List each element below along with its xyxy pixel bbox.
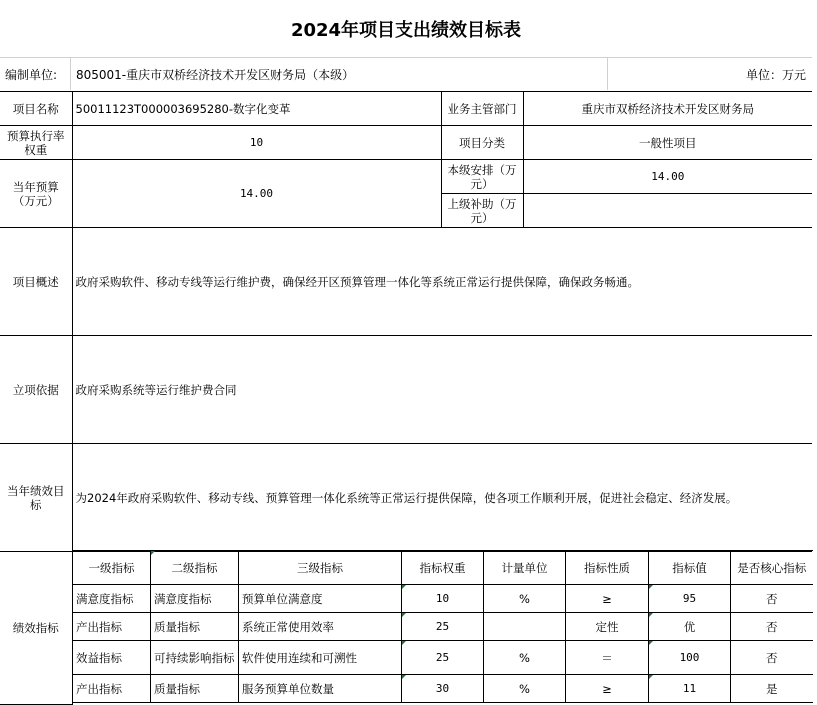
upper-value: [523, 194, 812, 228]
row3-weight: 25: [402, 641, 484, 675]
row3-core: 否: [731, 641, 813, 675]
row2-unit: [484, 613, 566, 641]
row4-level3: 服务预算单位数量: [239, 675, 402, 703]
category-label: 项目分类: [441, 126, 523, 160]
goal-label: 当年绩效目标: [0, 444, 72, 552]
overview-label: 项目概述: [0, 228, 72, 336]
table-row: [73, 641, 813, 675]
table-row: [73, 585, 813, 613]
overview-value: 政府采购软件、移动专线等运行维护费，确保经开区预算管理一体化等系统正常运行提供保障，确保政务畅通。: [72, 228, 812, 336]
goal-value: 为2024年政府采购软件、移动专线、预算管理一体化系统等正常运行提供保障，使各项工作顺利开展，促进社会稳定、经济发展。: [72, 444, 812, 552]
local-value: 14.00: [523, 160, 812, 194]
unit-value: 805001-重庆市双桥经济技术开发区财务局（本级）: [76, 68, 355, 82]
header-nature: 指标性质: [566, 551, 649, 585]
budget-value: 14.00: [72, 160, 441, 228]
row1-level3: 预算单位满意度: [239, 585, 402, 613]
sheet-title: 2024年项目支出绩效目标表: [0, 0, 812, 58]
row1-value: 95: [649, 585, 731, 613]
row1-level1: 满意度指标: [73, 585, 151, 613]
row3-level2: 可持续影响指标: [151, 641, 239, 675]
table-row: [73, 675, 813, 703]
local-label: 本级安排（万元）: [441, 160, 523, 194]
header-level2: 二级指标: [151, 551, 239, 585]
row3-nature: ＝: [566, 641, 649, 675]
budget-label: 当年预算（万元）: [0, 160, 72, 228]
row2-value: 优: [649, 613, 731, 641]
row3-level3: 软件使用连续和可溯性: [239, 641, 402, 675]
row2-nature: 定性: [566, 613, 649, 641]
table-row: [73, 613, 813, 641]
header-level3: 三级指标: [239, 551, 402, 585]
row1-core: 否: [731, 585, 813, 613]
category-value: 一般性项目: [523, 126, 812, 160]
upper-label: 上级补助（万元）: [441, 194, 523, 228]
indicator-header-row: [73, 551, 813, 585]
row4-weight: 30: [402, 675, 484, 703]
unit-row: [0, 57, 812, 90]
row2-core: 否: [731, 613, 813, 641]
row1-unit: %: [484, 585, 566, 613]
row2-level1: 产出指标: [73, 613, 151, 641]
header-weight: 指标权重: [402, 551, 484, 585]
header-level1: 一级指标: [73, 551, 151, 585]
row4-unit: %: [484, 675, 566, 703]
row4-nature: ≥: [566, 675, 649, 703]
row1-weight: 10: [402, 585, 484, 613]
row4-core: 是: [731, 675, 813, 703]
unit-label: 编制单位:: [5, 68, 58, 82]
row3-value: 100: [649, 641, 731, 675]
dept-label: 业务主管部门: [441, 92, 523, 126]
weight-value: 10: [72, 126, 441, 160]
weight-label: 预算执行率权重: [0, 126, 72, 160]
row1-nature: ≥: [566, 585, 649, 613]
basis-label: 立项依据: [0, 336, 72, 444]
row4-value: 11: [649, 675, 731, 703]
row1-level2: 满意度指标: [151, 585, 239, 613]
row2-level2: 质量指标: [151, 613, 239, 641]
header-unit: 计量单位: [484, 551, 566, 585]
indicator-table: [72, 550, 813, 703]
row4-level1: 产出指标: [73, 675, 151, 703]
money-unit: 单位：万元: [745, 68, 806, 82]
row2-level3: 系统正常使用效率: [239, 613, 402, 641]
row4-level2: 质量指标: [151, 675, 239, 703]
basis-value: 政府采购系统等运行维护费合同: [72, 336, 812, 444]
row3-unit: %: [484, 641, 566, 675]
header-core: 是否核心指标: [731, 551, 813, 585]
indicators-section-label: 绩效指标: [0, 552, 72, 705]
header-value: 指标值: [649, 551, 731, 585]
row2-weight: 25: [402, 613, 484, 641]
project-name-label: 项目名称: [0, 92, 72, 126]
project-name-value: 50011123T000003695280-数字化变革: [72, 92, 441, 126]
dept-value: 重庆市双桥经济技术开发区财务局: [523, 92, 812, 126]
row3-level1: 效益指标: [73, 641, 151, 675]
